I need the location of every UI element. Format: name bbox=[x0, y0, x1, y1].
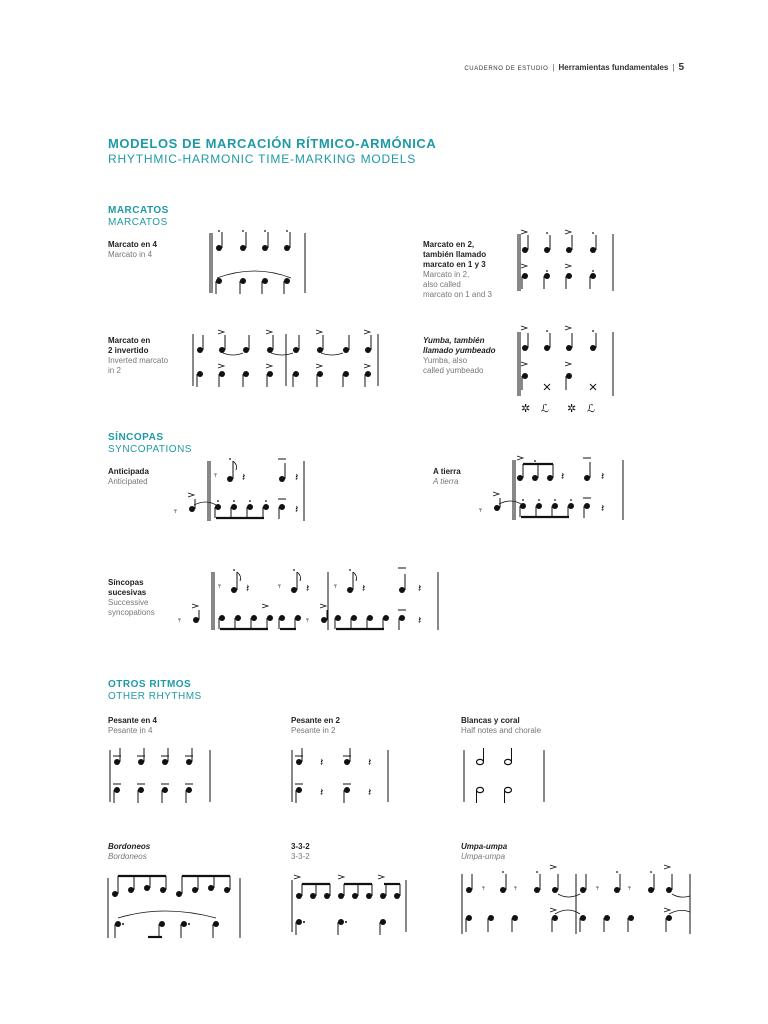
page-number: 5 bbox=[678, 62, 684, 73]
label-es-line: Yumba, también bbox=[423, 336, 485, 345]
example-label bbox=[108, 842, 150, 862]
section-subheading-marcatos: MARCATOS bbox=[108, 217, 168, 228]
notation-blancas-y-coral bbox=[460, 746, 550, 806]
example-label bbox=[433, 467, 461, 487]
svg-text:𝄾: 𝄾 bbox=[596, 882, 599, 895]
svg-text:𝄾: 𝄾 bbox=[306, 614, 309, 627]
label-es: Anticipada bbox=[108, 467, 149, 476]
label-es: Pesante en 2 bbox=[291, 716, 340, 725]
label-es: Blancas y coral bbox=[461, 716, 520, 725]
svg-text:𝄽: 𝄽 bbox=[246, 582, 250, 595]
svg-text:𝄾: 𝄾 bbox=[334, 580, 337, 593]
example-label bbox=[461, 716, 541, 736]
svg-text:𝄾: 𝄾 bbox=[628, 882, 631, 895]
label-en: Pesante in 2 bbox=[291, 726, 336, 735]
svg-text:𝄽: 𝄽 bbox=[368, 756, 372, 769]
label-es-line: Marcato en 2, bbox=[423, 240, 475, 249]
label-en: Umpa-umpa bbox=[461, 852, 506, 861]
svg-text:𝄽: 𝄽 bbox=[418, 582, 422, 595]
svg-text:𝄾: 𝄾 bbox=[278, 580, 281, 593]
notation-marcato-en-2 bbox=[513, 226, 623, 296]
label-en-line: called yumbeado bbox=[423, 366, 484, 375]
label-es-line: llamado yumbeado bbox=[423, 346, 496, 355]
label-es: Umpa-umpa bbox=[461, 842, 508, 851]
example-label bbox=[108, 716, 157, 736]
running-header: CUADERNO DE ESTUDIO | Herramientas fundamentales | 5 bbox=[464, 62, 684, 73]
svg-text:✲: ✲ bbox=[521, 402, 531, 415]
label-en: Pesante in 4 bbox=[108, 726, 153, 735]
svg-text:𝄽: 𝄽 bbox=[320, 756, 324, 769]
label-es-line: marcato en 1 y 3 bbox=[423, 260, 486, 269]
label-es: Marcato en 4 bbox=[108, 240, 157, 249]
label-en-line: syncopations bbox=[108, 608, 155, 617]
example-label bbox=[423, 336, 495, 376]
section-heading-marcatos: MARCATOS bbox=[108, 205, 169, 216]
notation-bordoneos bbox=[104, 866, 244, 942]
label-en-line: marcato on 1 and 3 bbox=[423, 290, 492, 299]
svg-text:𝄽: 𝄽 bbox=[242, 471, 246, 484]
chapter-title: Herramientas fundamentales bbox=[558, 63, 669, 72]
svg-text:ℒ: ℒ bbox=[541, 402, 549, 415]
label-en-line: Inverted marcato bbox=[108, 356, 169, 365]
svg-text:𝄾: 𝄾 bbox=[482, 882, 485, 895]
svg-text:𝄽: 𝄽 bbox=[306, 582, 310, 595]
svg-text:𝄾: 𝄾 bbox=[214, 469, 217, 482]
svg-text:ℒ: ℒ bbox=[587, 402, 595, 415]
notation-yumba bbox=[513, 322, 623, 418]
example-label bbox=[108, 240, 157, 260]
label-en-line: also called bbox=[423, 280, 461, 289]
svg-text:𝄾: 𝄾 bbox=[514, 882, 517, 895]
section-heading-sincopas: SÍNCOPAS bbox=[108, 432, 164, 443]
section-subheading-otros-ritmos: OTHER RHYTHMS bbox=[108, 691, 202, 702]
svg-text:𝄾: 𝄾 bbox=[174, 505, 177, 518]
example-label bbox=[423, 240, 492, 300]
example-label bbox=[461, 842, 507, 862]
label-es: Bordoneos bbox=[108, 842, 151, 851]
book-title: CUADERNO DE ESTUDIO bbox=[464, 66, 549, 72]
notation-sincopas-sucesivas bbox=[176, 562, 446, 634]
svg-text:𝄾: 𝄾 bbox=[178, 614, 181, 627]
svg-text:𝄽: 𝄽 bbox=[295, 471, 299, 484]
label-es-line: también llamado bbox=[423, 250, 487, 259]
label-es: 3-3-2 bbox=[291, 842, 310, 851]
section-heading-otros-ritmos: OTROS RITMOS bbox=[108, 679, 192, 690]
label-en: Half notes and chorale bbox=[461, 726, 542, 735]
svg-text:𝄽: 𝄽 bbox=[368, 786, 372, 799]
label-es-line: sucesivas bbox=[108, 588, 147, 597]
svg-text:𝄾: 𝄾 bbox=[218, 580, 221, 593]
svg-text:✲: ✲ bbox=[567, 402, 577, 415]
section-subheading-sincopas: SYNCOPATIONS bbox=[108, 444, 192, 455]
page-subtitle: RHYTHMIC-HARMONIC TIME-MARKING MODELS bbox=[108, 152, 417, 166]
svg-text:𝄽: 𝄽 bbox=[561, 470, 565, 483]
label-en: 3-3-2 bbox=[291, 852, 310, 861]
svg-text:𝄽: 𝄽 bbox=[601, 470, 605, 483]
svg-text:𝄽: 𝄽 bbox=[418, 614, 422, 627]
example-label bbox=[108, 467, 149, 487]
label-en: A tierra bbox=[433, 477, 459, 486]
notation-marcato-en-4 bbox=[205, 228, 315, 298]
label-en-line: in 2 bbox=[108, 366, 121, 375]
notation-pesante-en-2 bbox=[288, 746, 398, 806]
notation-marcato-invertido bbox=[190, 326, 390, 388]
svg-text:𝄽: 𝄽 bbox=[295, 503, 299, 516]
label-en-line: Marcato in 2, bbox=[423, 270, 470, 279]
notation-umpa-umpa bbox=[458, 862, 698, 938]
notation-anticipada bbox=[172, 455, 322, 525]
example-label bbox=[108, 578, 155, 618]
label-es-line: 2 invertido bbox=[108, 346, 149, 355]
page-title: MODELOS DE MARCACIÓN RÍTMICO-ARMÓNICA bbox=[108, 136, 437, 151]
label-es: Pesante en 4 bbox=[108, 716, 157, 725]
label-en-line: Successive bbox=[108, 598, 149, 607]
notation-3-3-2 bbox=[288, 872, 412, 936]
svg-text:𝄽: 𝄽 bbox=[362, 582, 366, 595]
svg-text:𝄾: 𝄾 bbox=[479, 504, 482, 517]
label-en: Marcato in 4 bbox=[108, 250, 153, 259]
label-es: A tierra bbox=[433, 467, 461, 476]
label-en: Anticipated bbox=[108, 477, 148, 486]
example-label bbox=[291, 716, 340, 736]
svg-text:𝄽: 𝄽 bbox=[320, 786, 324, 799]
label-es-line: Síncopas bbox=[108, 578, 144, 587]
notation-pesante-en-4 bbox=[106, 746, 216, 806]
label-en-line: Yumba, also bbox=[423, 356, 468, 365]
svg-text:𝄽: 𝄽 bbox=[601, 502, 605, 515]
example-label bbox=[108, 336, 168, 376]
label-en: Bordoneos bbox=[108, 852, 147, 861]
notation-a-tierra bbox=[477, 452, 627, 524]
example-label bbox=[291, 842, 310, 862]
label-es-line: Marcato en bbox=[108, 336, 151, 345]
